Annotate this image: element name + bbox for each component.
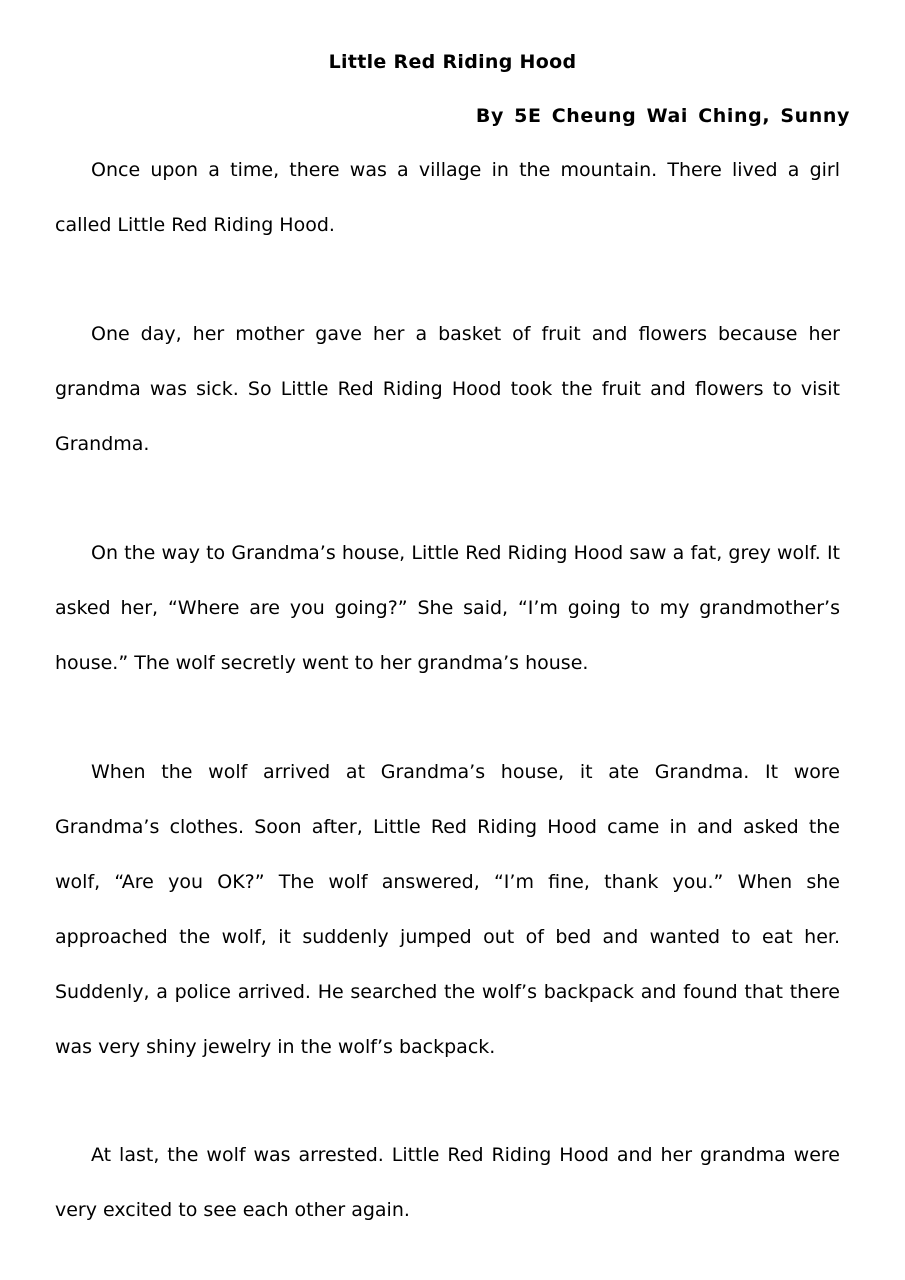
author-byline: By 5E Cheung Wai Ching, Sunny xyxy=(475,105,850,127)
paragraph-4: When the wolf arrived at Grandma’s house, it ate Grandma. It wore Grandma’s clothes. Soon after, Little Red Riding Hood came in and asked the wolf, “Are you OK?” The wolf answered, “I’m fine, thank you.” When she approached the wolf, it suddenly jumped out of bed and wanted to eat her. Suddenly, a police arrived. He searched the wolf’s backpack and found that there was very shiny jewelry in the wolf’s backpack. xyxy=(55,761,840,1058)
paragraph-5: At last, the wolf was arrested. Little Red Riding Hood and her grandma were very excited to see each other again. xyxy=(55,1144,840,1221)
paragraph-3: On the way to Grandma’s house, Little Red Riding Hood saw a fat, grey wolf. It asked her, “Where are you going?” She said, “I’m going to my grandmother’s house.” The wolf secretly went to her grandma’s house. xyxy=(55,542,840,674)
story-title: Little Red Riding Hood xyxy=(328,51,577,73)
paragraph-1: Once upon a time, there was a village in the mountain. There lived a girl called Little Red Riding Hood. xyxy=(55,159,840,236)
paragraph-2: One day, her mother gave her a basket of fruit and flowers because her grandma was sick. So Little Red Riding Hood took the fruit and flowers to visit Grandma. xyxy=(55,323,840,455)
